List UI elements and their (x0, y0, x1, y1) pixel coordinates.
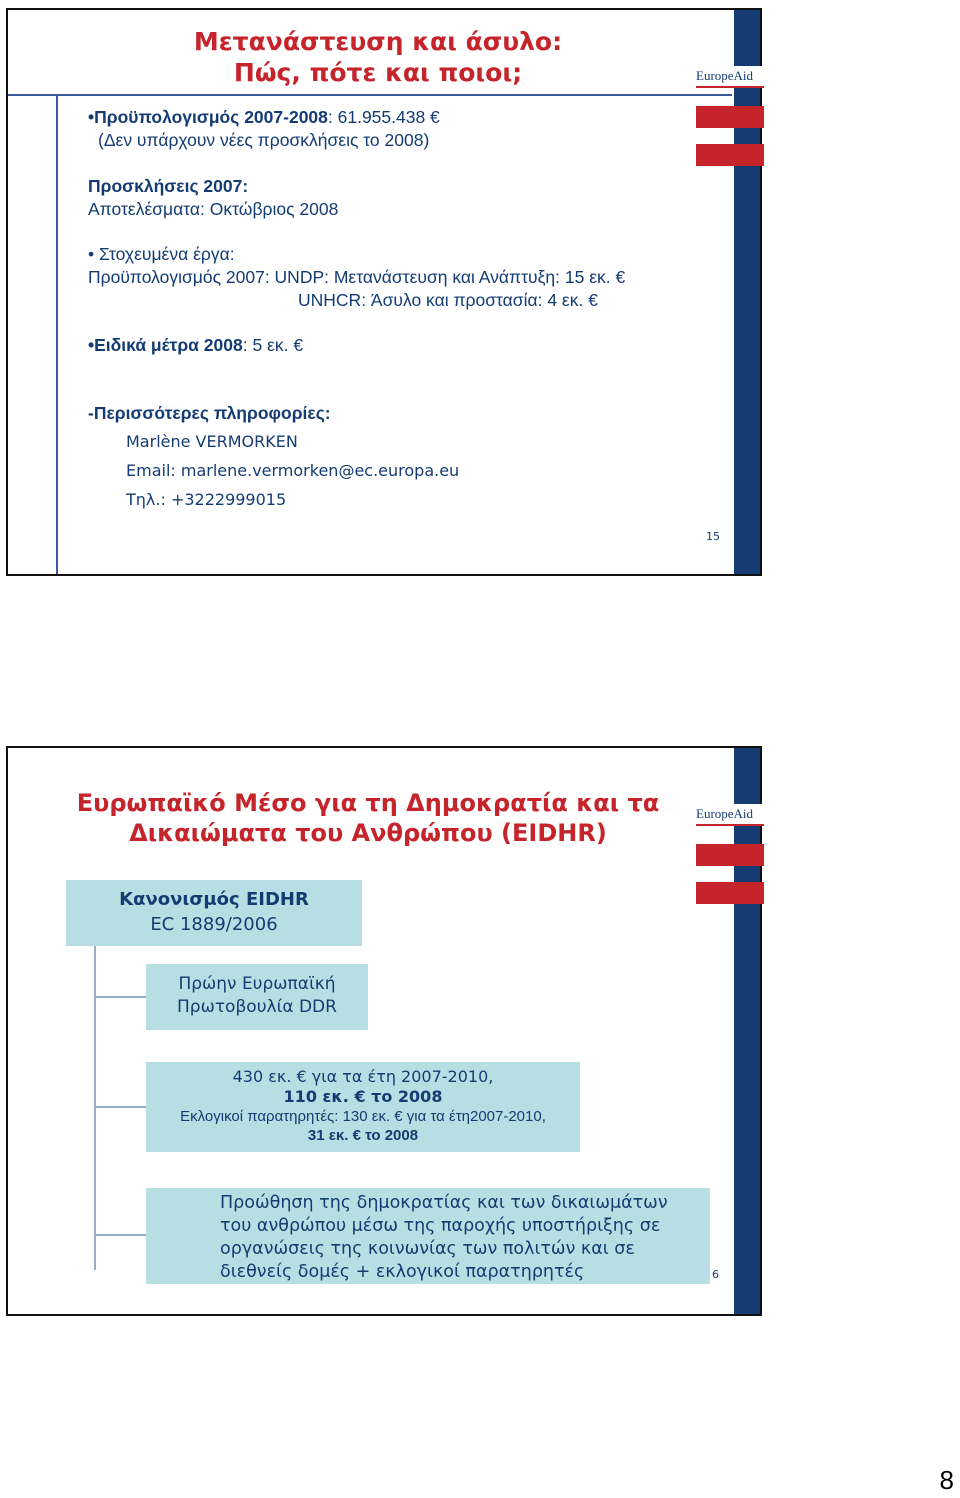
former-initiative-box (146, 964, 368, 1030)
purpose-line-4: διεθνείς δομές + εκλογικοί παρατηρητές (220, 1262, 585, 1282)
budget-value: : 61.955.438 € (327, 107, 440, 127)
purpose-line-3: οργανώσεις της κοινωνίας των πολιτών και σε (220, 1239, 635, 1259)
slide-title-line-1: Μετανάστευση και άσυλο: (193, 27, 563, 56)
tree-connector-funding (94, 1106, 146, 1108)
tree-connector-vertical (94, 946, 96, 1270)
title-divider (8, 94, 732, 96)
special-measures-value: : 5 εκ. € (242, 335, 304, 355)
slide-title-line-2: Δικαιώματα του Ανθρώπου (EIDHR) (129, 819, 607, 847)
purpose-line-1: Προώθηση της δημοκρατίας και των δικαιωμάτων (220, 1193, 668, 1213)
logo-red-band-2 (696, 144, 764, 166)
logo-red-band-2 (696, 882, 764, 904)
regulation-title: Κανονισμός EIDHR (119, 889, 309, 910)
unhcr-budget-line: UNHCR: Άσυλο και προστασία: 4 εκ. € (298, 290, 598, 310)
funding-line-4: 31 εκ. € το 2008 (307, 1127, 419, 1144)
special-measures-line (88, 334, 303, 357)
funding-line-2: 110 εκ. € το 2008 (283, 1087, 443, 1106)
slide-page-number: 15 (706, 530, 720, 543)
more-info-heading: -Περισσότερες πληροφορίες: (88, 403, 331, 423)
slide-right-bar (734, 10, 760, 574)
funding-box (146, 1062, 580, 1152)
slide-eidhr (6, 746, 762, 1316)
regulation-code: EC 1889/2006 (150, 914, 278, 935)
slide-migration-asylum (6, 8, 762, 576)
no-calls-note: (Δεν υπάρχουν νέες προσκλήσεις το 2008) (98, 130, 430, 150)
calls-results: Αποτελέσματα: Οκτώβριος 2008 (88, 199, 339, 219)
left-vertical-rule (56, 96, 58, 574)
tree-connector-former (94, 996, 146, 998)
europeaid-logo-text: EuropeAid (696, 66, 764, 88)
europeaid-logo-text: EuropeAid (696, 804, 764, 826)
contact-email[interactable]: Email: marlene.vermorken@ec.europa.eu (126, 461, 460, 480)
document-page-number: 8 (939, 1465, 954, 1495)
former-initiative-line-2: Πρωτοβουλία DDR (177, 997, 337, 1017)
calls-heading: Προσκλήσεις 2007: (88, 176, 249, 196)
slide-title-line-1: Ευρωπαϊκό Μέσο για τη Δημοκρατία και τα (76, 789, 660, 817)
slide-right-bar (734, 748, 760, 1314)
regulation-box (66, 880, 362, 946)
logo-red-band-1 (696, 106, 764, 128)
contact-phone: Τηλ.: +3222999015 (126, 490, 287, 509)
purpose-line-2: του ανθρώπου μέσω της παροχής υποστήριξης σε (220, 1216, 661, 1236)
targeted-projects: • Στοχευμένα έργα: (88, 244, 235, 264)
former-initiative-line-1: Πρώην Ευρωπαϊκή (178, 974, 336, 994)
funding-line-1: 430 εκ. € για τα έτη 2007-2010, (232, 1067, 494, 1086)
budget-line (88, 106, 440, 129)
funding-line-3: Εκλογικοί παρατηρητές: 130 εκ. € για τα έτη2007-2010, (180, 1108, 546, 1125)
tree-connector-purpose (94, 1234, 146, 1236)
special-measures-label: •Ειδικά μέτρα 2008 (88, 335, 243, 355)
slide-page-number: 6 (712, 1268, 719, 1281)
slide-title-line-2: Πώς, πότε και ποιοι; (233, 58, 523, 87)
logo-red-band-1 (696, 844, 764, 866)
contact-name: Marlène VERMORKEN (126, 432, 298, 451)
budget-label: •Προϋπολογισμός 2007-2008 (88, 107, 328, 127)
purpose-box (146, 1188, 710, 1284)
undp-budget-line: Προϋπολογισμός 2007: UNDP: Μετανάστευση και Ανάπτυξη: 15 εκ. € (88, 267, 626, 287)
